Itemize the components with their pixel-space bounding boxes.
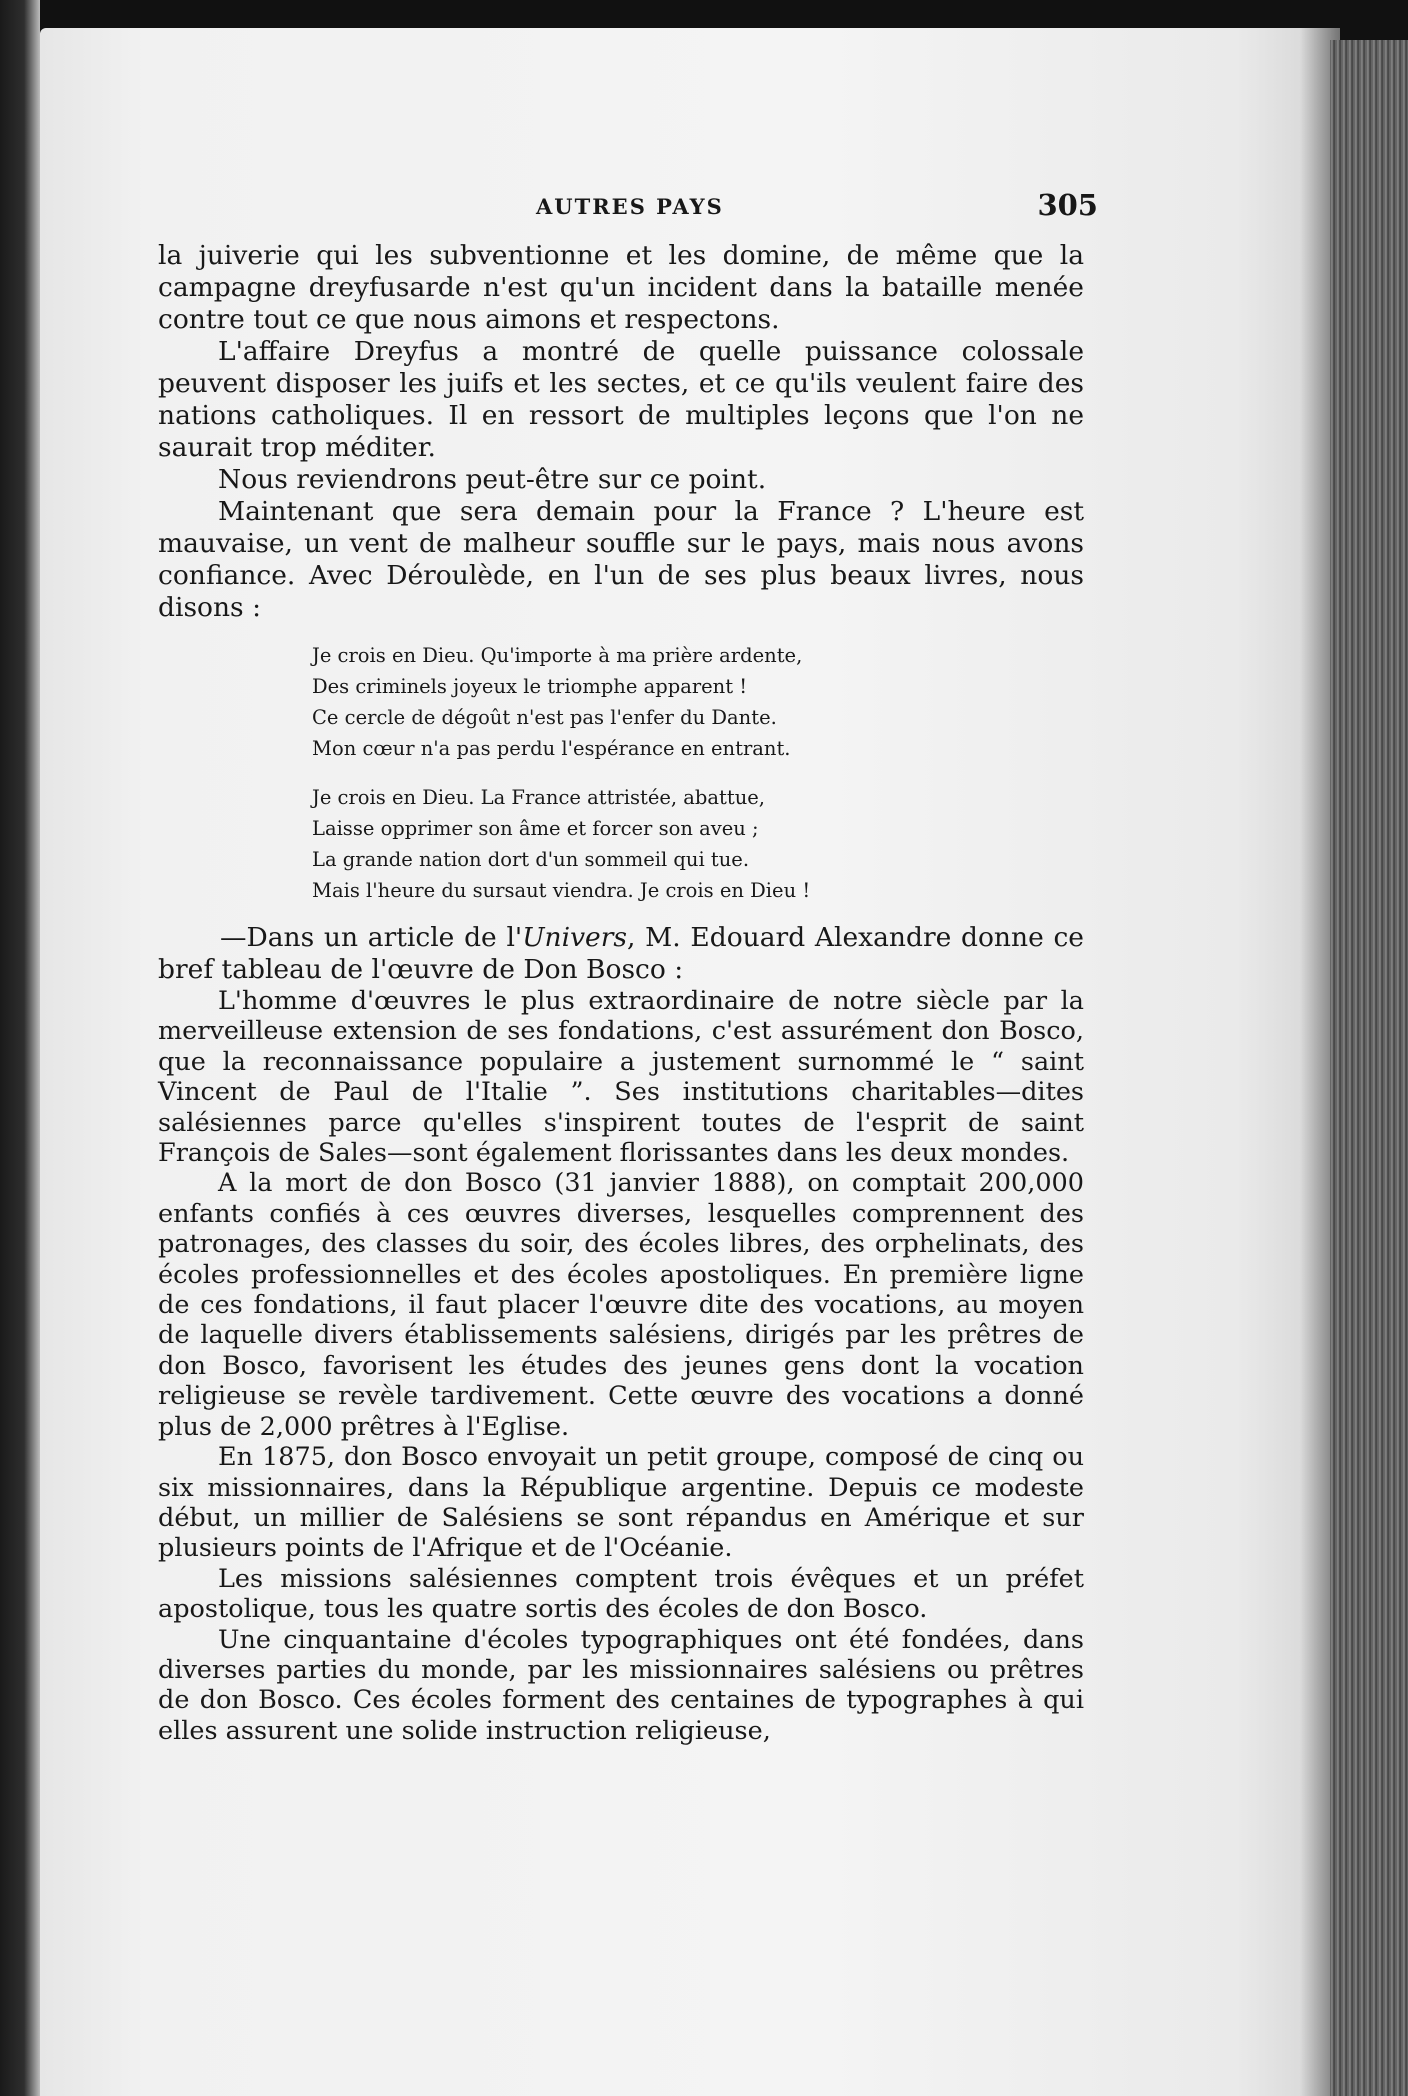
verse-line: La grande nation dort d'un sommeil qui tue.: [312, 848, 750, 871]
verse-line: Je crois en Dieu. La France attristée, abattue,: [312, 786, 765, 809]
paragraph-maintenant: Maintenant que sera demain pour la France ? L'heure est mauvaise, un vent de malheur souffle sur le pays, mais nous avons confiance. Avec Déroulède, en l'un de ses plus beaux livres, nous disons :: [158, 496, 1084, 623]
newspaper-title: Univers: [522, 922, 627, 953]
quote-paragraph-4: Les missions salésiennes comptent trois évêques et un préfet apostolique, tous les quatre sortis des écoles de don Bosco.: [158, 1563, 1084, 1625]
verse-line: Je crois en Dieu. Qu'importe à ma prière ardente,: [312, 644, 803, 667]
poem-stanza-2: [312, 782, 1084, 906]
quote-paragraph-3: En 1875, don Bosco envoyait un petit groupe, composé de cinq ou six missionnaires, dans la République argentine. Depuis ce modeste début, un millier de Salésiens se sont répandus en Amérique et sur plusieurs points de l'Afrique et de l'Océanie.: [158, 1442, 1084, 1564]
page-text-block: [158, 188, 1098, 1746]
paragraph-continuation: la juiverie qui les subventionne et les domine, de même que la campagne dreyfusarde n'est qu'un incident dans la bataille menée contre tout ce que nous aimons et respectons.: [158, 240, 1084, 335]
page-header: [158, 188, 1098, 240]
verse-line: Mon cœur n'a pas perdu l'espérance en entrant.: [312, 737, 791, 760]
poem-quotation: [312, 640, 1084, 906]
paragraph-reviendrons: Nous reviendrons peut-être sur ce point.: [218, 464, 767, 495]
verse-line: Mais l'heure du sursaut viendra. Je crois en Dieu !: [312, 879, 811, 902]
quote-paragraph-5: Une cinquantaine d'écoles typographiques ont été fondées, dans diverses parties du monde, par les missionnaires salésiens ou prêtres de don Bosco. Ces écoles forment des centaines de typographes à qui elles assurent une solide instruction religieuse,: [158, 1624, 1084, 1746]
article-intro-after: , M. Edouard Alexandre donne ce bref tableau de l'œuvre de Don Bosco :: [158, 922, 1084, 985]
page-number: 305: [1037, 188, 1098, 222]
verse-line: Des criminels joyeux le triomphe apparent !: [312, 675, 748, 698]
quote-paragraph-2: A la mort de don Bosco (31 janvier 1888), on comptait 200,000 enfants confiés à ces œuvres diverses, lesquelles comprennent des patronages, des classes du soir, des écoles libres, des orphelinats, des écoles professionnelles et des écoles apostoliques. En première ligne de ces fondations, il faut placer l'œuvre dite des vocations, au moyen de laquelle divers établissements salésiens, dirigés par les prêtres de don Bosco, favorisent les études des jeunes gens dont la vocation religieuse se revèle tardivement. Cette œuvre des vocations a donné plus de 2,000 prêtres à l'Eglise.: [158, 1168, 1084, 1442]
page-stack-edge: [1330, 40, 1408, 2096]
running-head: AUTRES PAYS: [536, 194, 724, 219]
paragraph-article-intro: [158, 922, 1084, 986]
quote-paragraph-1: L'homme d'œuvres le plus extraordinaire de notre siècle par la merveilleuse extension de ses fondations, c'est assurément don Bosco, que la reconnaissance populaire a justement surnommé le “ saint Vincent de Paul de l'Italie ”. Ses institutions charitables—dites salésiennes parce qu'elles s'inspirent toutes de l'esprit de saint François de Sales—sont également florissantes dans les deux mondes.: [158, 986, 1084, 1169]
verse-line: Ce cercle de dégoût n'est pas l'enfer du Dante.: [312, 706, 777, 729]
verse-line: Laisse opprimer son âme et forcer son aveu ;: [312, 817, 759, 840]
don-bosco-quotation: [158, 986, 1084, 1746]
paragraph-affaire-dreyfus: L'affaire Dreyfus a montré de quelle puissance colossale peuvent disposer les juifs et les sectes, et ce qu'ils veulent faire des nations catholiques. Il en ressort de multiples leçons que l'on ne saurait trop méditer.: [158, 336, 1084, 463]
poem-stanza-1: [312, 640, 1084, 764]
facing-page-edge: [0, 0, 40, 2096]
article-intro-before: —Dans un article de l': [220, 922, 523, 953]
